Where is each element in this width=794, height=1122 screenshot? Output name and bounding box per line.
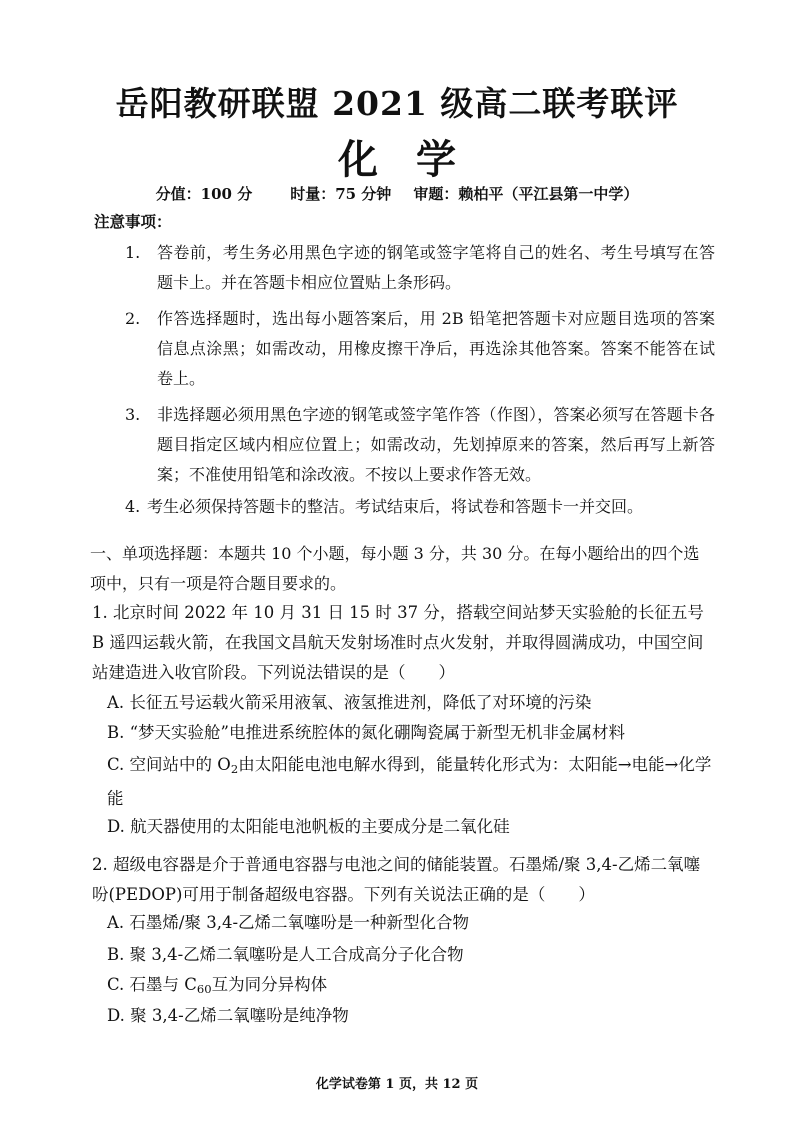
notice-item-number: 3. bbox=[125, 405, 141, 424]
question-1-option-b bbox=[107, 718, 717, 748]
question-1-option-a bbox=[107, 688, 717, 718]
reviewer-info: 审题：赖柏平（平江县第一中学） bbox=[413, 185, 639, 203]
option-text: 互为同分异构体 bbox=[211, 975, 328, 994]
question-1-stem: 1. 北京时间 2022 年 10 月 31 日 15 时 37 分，搭载空间站梦天实验舱的长征五号 B 遥四运载火箭，在我国文昌航天发射场准时点火发射，并取得圆满成功，中国空间站建造进入收官阶段。下列说法错误的是（ ） bbox=[92, 603, 704, 682]
notice-item-number: 2. bbox=[125, 309, 141, 328]
question-1-option-d bbox=[107, 812, 717, 842]
notice-item-number: 1. bbox=[125, 243, 141, 262]
option-label: D. bbox=[107, 1006, 125, 1025]
notice-item bbox=[125, 238, 715, 298]
question-1-option-c bbox=[107, 750, 717, 814]
option-text: 长征五号运载火箭采用液氧、液氢推进剂，降低了对环境的污染 bbox=[129, 693, 592, 712]
option-text: 石墨烯/聚 3,4-乙烯二氧噻吩是一种新型化合物 bbox=[129, 913, 470, 932]
option-label: B. bbox=[107, 945, 125, 964]
subscript: 60 bbox=[196, 982, 212, 996]
option-text: “梦天实验舱”电推进系统腔体的氮化硼陶瓷属于新型无机非金属材料 bbox=[129, 723, 625, 742]
question-2-stem: 2. 超级电容器是介于普通电容器与电池之间的储能装置。石墨烯/聚 3,4-乙烯二氧噻吩(PEDOP)可用于制备超级电容器。下列有关说法正确的是（ ） bbox=[92, 855, 701, 904]
question-2-option-c bbox=[107, 970, 717, 1004]
option-text: 由太阳能电池电解水得到，能量转化形式为：太阳能→电能→化学能 bbox=[107, 755, 712, 808]
score-info: 分值：100 分 bbox=[155, 185, 253, 203]
notice-item bbox=[125, 304, 715, 394]
notice-item-number: 4. bbox=[125, 497, 141, 516]
notice-item bbox=[125, 492, 715, 522]
question-2-option-d bbox=[107, 1001, 717, 1031]
option-label: B. bbox=[107, 723, 125, 742]
section-heading: 一、单项选择题：本题共 10 个小题，每小题 3 分，共 30 分。在每小题给出的四个选项中，只有一项是符合题目要求的。 bbox=[90, 544, 700, 593]
option-label: A. bbox=[107, 913, 125, 932]
notice-item-text: 作答选择题时，选出每小题答案后，用 2B 铅笔把答题卡对应题目选项的答案信息点涂黑；如需改动，用橡皮擦干净后，再选涂其他答案。答案不能答在试卷上。 bbox=[157, 309, 715, 388]
time-info: 时量：75 分钟 bbox=[290, 185, 392, 203]
option-label: A. bbox=[107, 693, 125, 712]
exam-meta bbox=[0, 183, 794, 204]
option-text: 空间站中的 O bbox=[129, 755, 231, 774]
subscript: 2 bbox=[230, 762, 239, 776]
option-text: 航天器使用的太阳能电池帆板的主要成分是二氧化硅 bbox=[130, 817, 510, 836]
question-2-option-b bbox=[107, 940, 717, 970]
option-label: C. bbox=[107, 755, 125, 774]
notice-item bbox=[125, 400, 715, 490]
notice-item-text: 非选择题必须用黑色字迹的钢笔或签字笔作答（作图），答案必须写在答题卡各题目指定区域内相应位置上；如需改动，先划掉原来的答案，然后再写上新答案；不准使用铅笔和涂改液。不按以上要求作答无效。 bbox=[157, 405, 715, 484]
option-text: 聚 3,4-乙烯二氧噻吩是人工合成高分子化合物 bbox=[129, 945, 464, 964]
page-footer: 化学试卷第 1 页，共 12 页 bbox=[315, 1077, 479, 1092]
option-text: 石墨与 C bbox=[129, 975, 197, 994]
option-label: C. bbox=[107, 975, 125, 994]
notice-item-text: 考生必须保持答题卡的整洁。考试结束后，将试卷和答题卡一并交回。 bbox=[147, 497, 644, 516]
option-label: D. bbox=[107, 817, 125, 836]
exam-subject: 化学 bbox=[338, 136, 494, 183]
notice-heading: 注意事项： bbox=[94, 212, 172, 231]
question-2-option-a bbox=[107, 908, 717, 938]
notice-item-text: 答卷前，考生务必用黑色字迹的钢笔或签字笔将自己的姓名、考生号填写在答题卡上。并在答题卡相应位置贴上条形码。 bbox=[157, 243, 715, 292]
option-text: 聚 3,4-乙烯二氧噻吩是纯净物 bbox=[130, 1006, 349, 1025]
exam-title: 岳阳教研联盟 2021 级高二联考联评 bbox=[115, 84, 679, 123]
